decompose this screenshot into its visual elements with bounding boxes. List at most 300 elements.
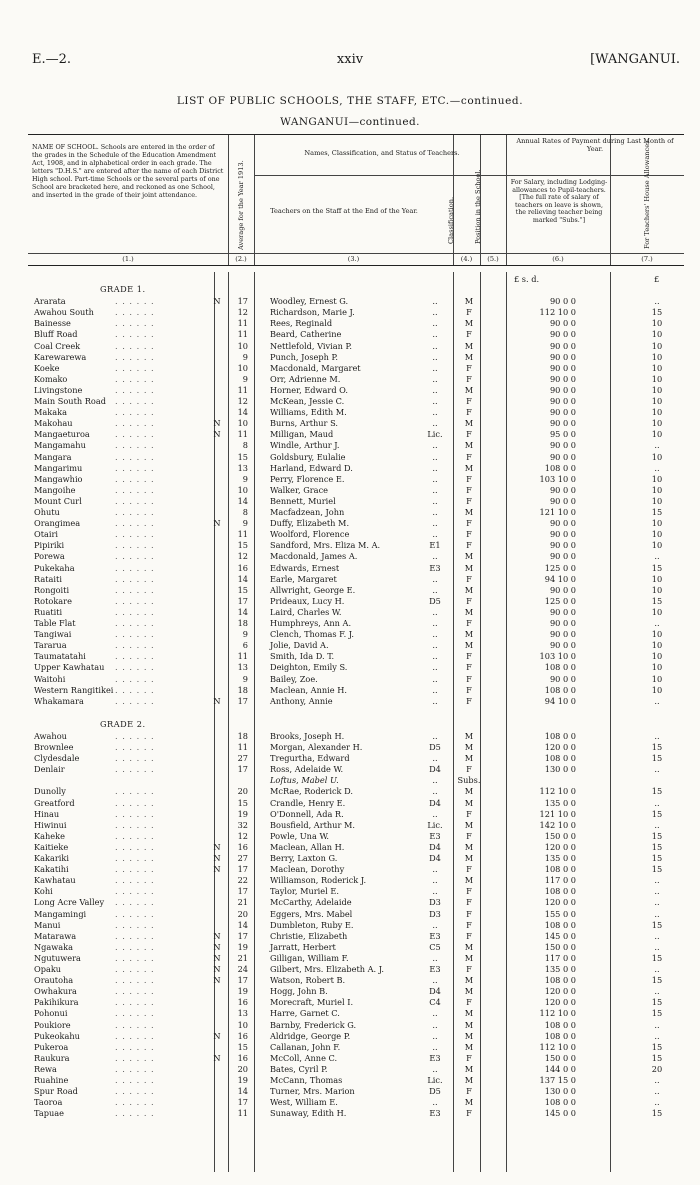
leader-dots: . . . . . . [115, 518, 155, 529]
salary-rate: 90 0 0 [549, 318, 576, 329]
classification: .. [432, 451, 438, 462]
table-row [28, 574, 684, 585]
house-allowance: .. [654, 764, 660, 775]
table-row [28, 986, 684, 997]
teacher-name: Punch, Joseph P. [270, 351, 338, 362]
classification: .. [432, 551, 438, 562]
classification: .. [432, 440, 438, 451]
house-allowance: 10 [651, 473, 663, 484]
average-attendance: 19 [237, 986, 248, 997]
average-attendance: 10 [237, 362, 248, 373]
leader-dots: . . . . . . [115, 673, 155, 684]
house-allowance: 10 [651, 606, 663, 617]
classification: .. [432, 775, 438, 786]
salary-rate: 90 0 0 [549, 362, 576, 373]
house-allowance: 10 [651, 396, 663, 406]
position: M [464, 418, 474, 429]
salary-rate: 144 0 0 [544, 1063, 576, 1074]
position: M [464, 986, 474, 997]
table-row [28, 731, 684, 742]
teacher-name: Jarratt, Herbert [270, 941, 336, 952]
col-classification-heading: Classification. [447, 196, 455, 244]
school-name: Otairi [34, 529, 59, 540]
house-allowance: 10 [651, 484, 663, 495]
position: M [464, 753, 474, 764]
leader-dots: . . . . . . [115, 1086, 155, 1097]
position: F [466, 495, 472, 506]
position: F [466, 618, 472, 628]
table-row [28, 1008, 684, 1019]
classification: .. [432, 418, 438, 429]
school-name: Pukeokahu [34, 1030, 80, 1041]
average-attendance: 21 [237, 952, 248, 963]
leader-dots: . . . . . . [115, 908, 155, 919]
school-name: Dunolly [34, 786, 66, 797]
school-name: Porewa [34, 551, 65, 562]
table-row [28, 374, 684, 385]
classification: D5 [429, 1086, 441, 1097]
table-row [28, 452, 684, 463]
teacher-name: Aldridge, George P. [270, 1030, 351, 1041]
position: F [466, 529, 472, 540]
teacher-name: Jolie, David A. [270, 640, 329, 651]
house-allowance: 15 [651, 742, 663, 752]
position: F [466, 1108, 472, 1119]
salary-rate: 108 0 0 [544, 1019, 576, 1030]
classification: .. [432, 529, 438, 540]
school-name: Karewarewa [34, 351, 87, 362]
leader-dots: . . . . . . [115, 329, 155, 340]
teacher-name: Watson, Robert B. [270, 975, 346, 986]
teacher-name: Woodley, Ernest G. [270, 296, 349, 307]
salary-rate: 125 0 0 [544, 562, 576, 573]
teacher-name: Sunaway, Edith H. [270, 1108, 347, 1119]
salary-rate: 135 0 0 [544, 853, 576, 863]
average-attendance: 11 [237, 529, 248, 540]
average-attendance: 22 [237, 875, 248, 886]
salary-rate: 90 0 0 [549, 451, 576, 462]
position: M [464, 952, 474, 963]
school-name: Ngutuwera [34, 952, 81, 963]
classification: E3 [429, 964, 441, 974]
teacher-name: Callanan, John F. [270, 1041, 341, 1052]
house-allowance: 10 [651, 629, 663, 640]
table-row [28, 897, 684, 908]
table-row [28, 853, 684, 864]
position: F [466, 518, 472, 529]
teacher-name: West, William E. [270, 1097, 338, 1108]
teacher-name: Bailey, Zoe. [270, 673, 318, 684]
house-allowance: 10 [651, 429, 663, 440]
average-attendance: 19 [237, 1075, 248, 1085]
salary-rate: 90 0 0 [549, 618, 576, 628]
teacher-name: McCarthy, Adelaide [270, 897, 352, 908]
classification: .. [432, 651, 438, 662]
teacher-name: Macdonald, Margaret [270, 362, 361, 373]
salary-rate: 90 0 0 [549, 640, 576, 651]
leader-dots: . . . . . . [115, 864, 155, 875]
classification: .. [432, 296, 438, 307]
classification: E1 [429, 540, 441, 551]
position: F [466, 997, 472, 1008]
school-name: Kawhatau [34, 875, 76, 886]
leader-dots: . . . . . . [115, 684, 155, 695]
average-attendance: 15 [237, 1041, 248, 1052]
house-allowance: 15 [651, 786, 663, 797]
salary-rate: 135 0 0 [544, 797, 576, 808]
position: F [466, 473, 472, 484]
leader-dots: . . . . . . [115, 897, 155, 908]
school-name: Rotokare [34, 595, 72, 606]
table-row [28, 529, 684, 540]
leader-dots: . . . . . . [115, 853, 155, 863]
position: F [466, 930, 472, 941]
school-name: Orangimea [34, 518, 81, 529]
classification: D3 [429, 897, 441, 908]
position: M [464, 562, 474, 573]
leader-dots: . . . . . . [115, 930, 155, 941]
average-attendance: 15 [237, 451, 248, 462]
col-average-heading: Average for the Year 1913. [237, 160, 245, 250]
house-allowance: .. [654, 1086, 660, 1097]
table-row [28, 385, 684, 396]
salary-rate: 137 15 0 [539, 1075, 576, 1085]
classification: C4 [429, 997, 441, 1008]
average-attendance: 12 [237, 551, 248, 562]
average-attendance: 12 [237, 396, 248, 406]
page-ref: E.—2. [32, 52, 72, 67]
average-attendance: 21 [237, 897, 248, 908]
native-mark: N [213, 1052, 221, 1063]
salary-rate: 117 0 0 [544, 952, 576, 963]
house-allowance: .. [654, 964, 660, 974]
house-allowance: .. [654, 1097, 660, 1108]
average-attendance: 10 [237, 1019, 248, 1030]
average-attendance: 19 [237, 941, 248, 952]
house-allowance: 15 [651, 1108, 663, 1119]
school-name: Main South Road [34, 396, 106, 406]
teacher-name: Taylor, Muriel E. [270, 886, 339, 897]
teacher-name: Morecraft, Muriel I. [270, 997, 354, 1008]
house-allowance: 10 [651, 684, 663, 695]
table-header [28, 134, 684, 266]
house-allowance: 10 [651, 518, 663, 529]
salary-rate: 103 10 0 [539, 473, 576, 484]
school-name: Rewa [34, 1063, 57, 1074]
teacher-name: Gilligan, William F. [270, 952, 349, 963]
position: M [464, 841, 474, 852]
house-allowance: 10 [651, 640, 663, 651]
col-teachers-heading: Names, Classification, and Status of Teachers. [304, 149, 460, 157]
salary-rate: 108 0 0 [544, 1030, 576, 1041]
salary-rate: 121 10 0 [539, 808, 576, 819]
position: F [466, 307, 472, 318]
house-allowance: 15 [651, 307, 663, 318]
classification: E3 [429, 562, 441, 573]
col-number-2: (2.) [235, 255, 247, 263]
table-row [28, 1020, 684, 1031]
average-attendance: 14 [237, 407, 248, 418]
average-attendance: 9 [242, 629, 248, 640]
position: M [464, 742, 474, 752]
position: M [464, 584, 474, 595]
house-allowance: 15 [651, 507, 663, 517]
leader-dots: . . . . . . [115, 429, 155, 440]
position: M [464, 1063, 474, 1074]
leader-dots: . . . . . . [115, 440, 155, 451]
house-allowance: .. [654, 797, 660, 808]
school-name: Taoroa [34, 1097, 63, 1108]
table-row [28, 407, 684, 418]
position: F [466, 886, 472, 897]
classification: .. [432, 684, 438, 695]
classification: .. [432, 753, 438, 764]
school-name: Bluff Road [34, 329, 78, 340]
classification: .. [432, 864, 438, 875]
table-row [28, 563, 684, 574]
house-allowance: 15 [651, 830, 663, 841]
house-allowance: .. [654, 897, 660, 908]
table-row [28, 1108, 684, 1119]
salary-rate: 90 0 0 [549, 518, 576, 529]
table-row [28, 798, 684, 809]
classification: .. [432, 484, 438, 495]
table-row [28, 931, 684, 942]
house-allowance: .. [654, 1030, 660, 1041]
salary-rate: 145 0 0 [544, 1108, 576, 1119]
average-attendance: 20 [237, 908, 248, 919]
position: M [464, 384, 474, 395]
teacher-name: McKean, Jessie C. [270, 396, 345, 406]
school-name: Mangaeturoa [34, 429, 90, 440]
house-allowance: 20 [651, 1063, 663, 1074]
table-row [28, 964, 684, 975]
school-name: Kaitieke [34, 841, 69, 852]
table-row [28, 1053, 684, 1064]
col-number-7: (7.) [641, 255, 653, 263]
col-house-allowance-heading: For Teachers' House Allowances. [643, 138, 651, 249]
position: Subs. [457, 775, 481, 786]
school-name: Mangamingi [34, 908, 87, 919]
average-attendance: 17 [237, 764, 248, 775]
position: M [464, 640, 474, 651]
salary-rate: 94 10 0 [544, 695, 576, 706]
classification: .. [432, 384, 438, 395]
salary-rate: 108 0 0 [544, 975, 576, 986]
position: F [466, 864, 472, 875]
average-attendance: 16 [237, 1030, 248, 1041]
school-name: Upper Kawhatau [34, 662, 105, 673]
teacher-name: Windle, Arthur J. [270, 440, 340, 451]
teacher-name: Macdonald, James A. [270, 551, 358, 562]
salary-rate: 90 0 0 [549, 440, 576, 451]
school-name: Kohi [34, 886, 53, 897]
position: M [464, 819, 474, 830]
leader-dots: . . . . . . [115, 975, 155, 986]
table-row [28, 396, 684, 407]
classification: .. [432, 507, 438, 517]
teacher-name: Milligan, Maud [270, 429, 334, 440]
leader-dots: . . . . . . [115, 819, 155, 830]
average-attendance: 11 [237, 651, 248, 662]
table-row [28, 629, 684, 640]
teacher-name: Gilbert, Mrs. Elizabeth A. J. [270, 964, 385, 974]
house-allowance: 10 [651, 384, 663, 395]
school-name: Orautoha [34, 975, 74, 986]
salary-rate: 112 10 0 [539, 307, 576, 318]
leader-dots: . . . . . . [115, 1008, 155, 1019]
classification: .. [432, 606, 438, 617]
position: M [464, 606, 474, 617]
average-attendance: 14 [237, 495, 248, 506]
classification: D5 [429, 742, 441, 752]
position: F [466, 573, 472, 584]
leader-dots: . . . . . . [115, 1063, 155, 1074]
col-number-6: (6.) [552, 255, 564, 263]
leader-dots: . . . . . . [115, 384, 155, 395]
position: M [464, 875, 474, 886]
teacher-name: Orr, Adrienne M. [270, 373, 341, 384]
school-name: Tapuae [34, 1108, 64, 1119]
teacher-name: Bates, Cyril P. [270, 1063, 328, 1074]
table-row [28, 307, 684, 318]
table-row [28, 1075, 684, 1086]
house-allowance: 10 [651, 451, 663, 462]
school-name: Spur Road [34, 1086, 78, 1097]
salary-rate: 112 10 0 [539, 786, 576, 797]
table-row [28, 753, 684, 764]
house-allowance: 15 [651, 808, 663, 819]
table-row [28, 341, 684, 352]
salary-rate: 120 0 0 [544, 897, 576, 908]
teacher-name: Burns, Arthur S. [270, 418, 338, 429]
classification: C5 [429, 941, 441, 952]
school-name: Greatford [34, 797, 75, 808]
house-allowance: 15 [651, 841, 663, 852]
average-attendance: 27 [237, 753, 248, 764]
teacher-name: Macfadzean, John [270, 507, 345, 517]
teacher-name: Dumbleton, Ruby E. [270, 919, 354, 930]
salary-rate: 103 10 0 [539, 651, 576, 662]
house-allowance: 10 [651, 529, 663, 540]
table-row [28, 551, 684, 562]
house-allowance: .. [654, 695, 660, 706]
position: M [464, 551, 474, 562]
salary-rate: 108 0 0 [544, 730, 576, 741]
table-row [28, 831, 684, 842]
table-row [28, 329, 684, 340]
school-name: Ruatiti [34, 606, 63, 617]
school-name: Awahou South [34, 307, 94, 318]
average-attendance: 11 [237, 742, 248, 752]
leader-dots: . . . . . . [115, 1041, 155, 1052]
house-allowance: 10 [651, 340, 663, 351]
leader-dots: . . . . . . [115, 407, 155, 418]
grade-heading: GRADE 1. [100, 284, 146, 294]
school-name: Owhakura [34, 986, 77, 997]
average-attendance: 9 [242, 373, 248, 384]
teacher-name: Humphreys, Ann A. [270, 618, 352, 628]
leader-dots: . . . . . . [115, 484, 155, 495]
salary-rate: 90 0 0 [549, 340, 576, 351]
table-row [28, 1064, 684, 1075]
average-attendance: 32 [237, 819, 248, 830]
teacher-name: Williamson, Roderick J. [270, 875, 367, 886]
teacher-name: Powle, Una W. [270, 830, 330, 841]
salary-rate: 90 0 0 [549, 629, 576, 640]
house-allowance: 10 [651, 495, 663, 506]
position: M [464, 440, 474, 451]
table-row [28, 909, 684, 920]
position: F [466, 684, 472, 695]
average-attendance: 6 [242, 640, 248, 651]
position: F [466, 451, 472, 462]
position: F [466, 1052, 472, 1063]
classification: E3 [429, 830, 441, 841]
leader-dots: . . . . . . [115, 1052, 155, 1063]
classification: .. [432, 362, 438, 373]
average-attendance: 11 [237, 329, 248, 340]
classification: .. [432, 640, 438, 651]
position: F [466, 964, 472, 974]
position: F [466, 362, 472, 373]
school-name: Makaka [34, 407, 67, 418]
school-name: Pohonui [34, 1008, 68, 1019]
teacher-name: Allwright, George E. [270, 584, 356, 595]
average-attendance: 16 [237, 562, 248, 573]
school-name: Pukekaha [34, 562, 75, 573]
table-row [28, 685, 684, 696]
house-allowance: 15 [651, 919, 663, 930]
leader-dots: . . . . . . [115, 618, 155, 628]
school-name: Clydesdale [34, 753, 80, 764]
leader-dots: . . . . . . [115, 529, 155, 540]
leader-dots: . . . . . . [115, 1097, 155, 1108]
leader-dots: . . . . . . [115, 919, 155, 930]
position: F [466, 662, 472, 673]
house-allowance: .. [654, 730, 660, 741]
house-allowance: .. [654, 296, 660, 307]
teacher-name: Bousfield, Arthur M. [270, 819, 355, 830]
position: F [466, 407, 472, 418]
salary-rate: 108 0 0 [544, 864, 576, 875]
school-name: Mangarimu [34, 462, 83, 473]
leader-dots: . . . . . . [115, 318, 155, 329]
leader-dots: . . . . . . [115, 495, 155, 506]
classification: .. [432, 462, 438, 473]
position: M [464, 1030, 474, 1041]
average-attendance: 15 [237, 797, 248, 808]
leader-dots: . . . . . . [115, 841, 155, 852]
native-mark: N [213, 695, 221, 706]
school-name: Western Rangitikei [34, 684, 114, 695]
table-row [28, 618, 684, 629]
salary-rate: 90 0 0 [549, 351, 576, 362]
table-row [28, 742, 684, 753]
leader-dots: . . . . . . [115, 606, 155, 617]
leader-dots: . . . . . . [115, 507, 155, 517]
leader-dots: . . . . . . [115, 296, 155, 307]
salary-rate: 120 0 0 [544, 986, 576, 997]
school-name: Hinau [34, 808, 60, 819]
table-row [28, 764, 684, 775]
average-attendance: 17 [237, 296, 248, 307]
table-row [28, 1086, 684, 1097]
native-mark: N [213, 518, 221, 529]
leader-dots: . . . . . . [115, 307, 155, 318]
house-allowance: 10 [651, 373, 663, 384]
school-name: Mangara [34, 451, 72, 462]
